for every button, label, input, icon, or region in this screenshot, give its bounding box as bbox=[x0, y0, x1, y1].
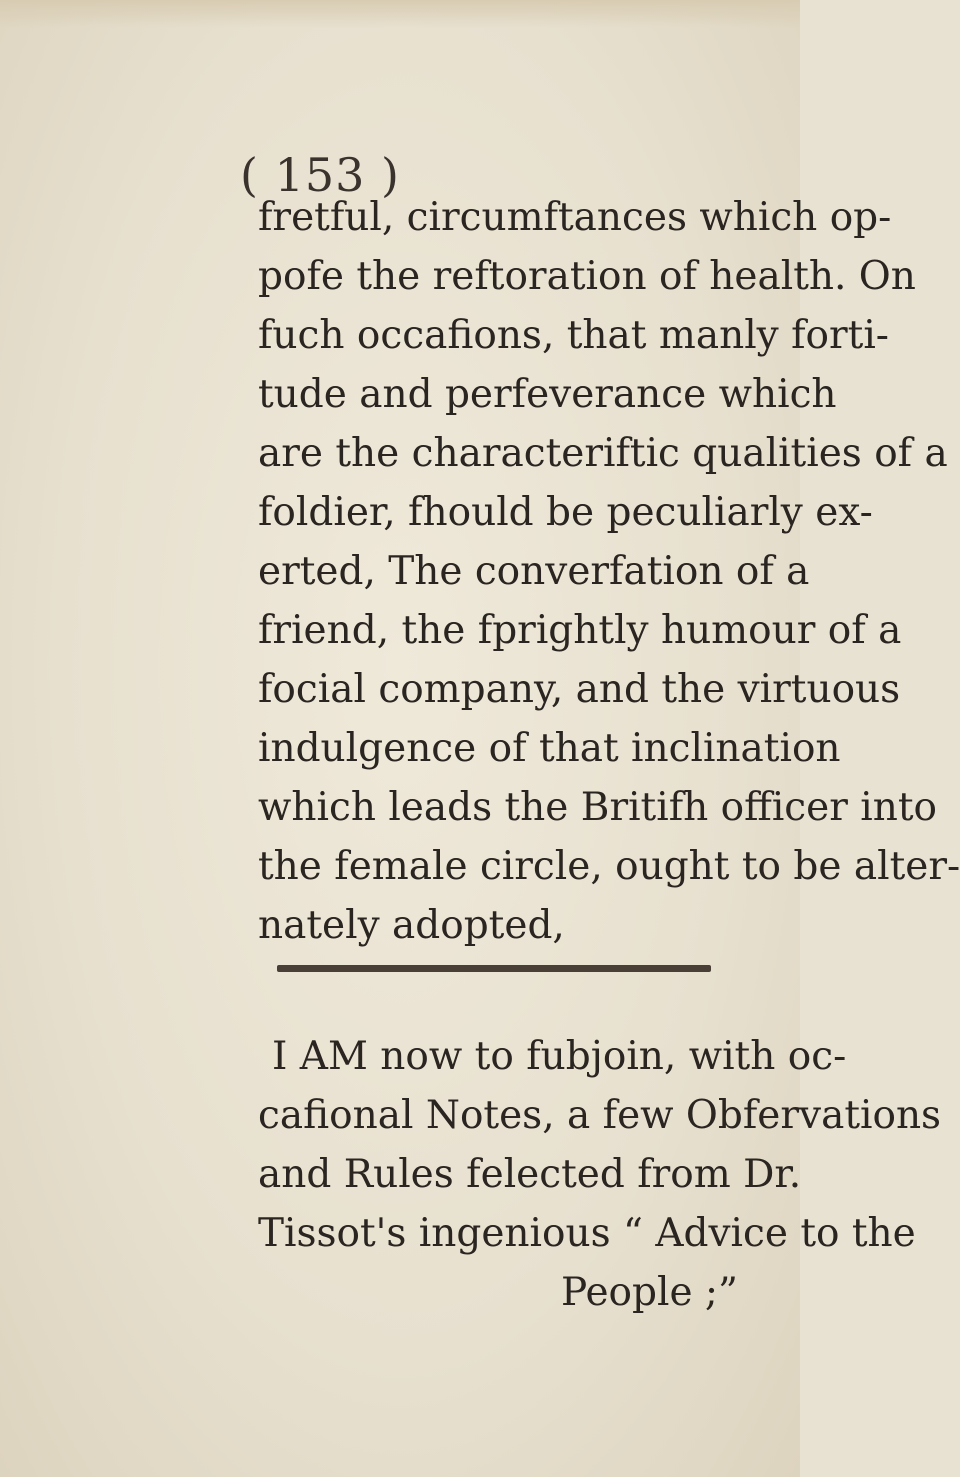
text-line: are the characteriftic qualities of a bbox=[258, 431, 948, 476]
text-line: pofe the reftoration of health. On bbox=[258, 254, 916, 299]
text-line: foldier, fhould be peculiarly ex- bbox=[258, 490, 873, 535]
text-line: People ;” bbox=[560, 1270, 738, 1315]
paragraph-1 bbox=[258, 188, 960, 955]
text-line: Tissot's ingenious “ Advice to the bbox=[258, 1211, 916, 1256]
text-line: erted, The converfation of a bbox=[258, 549, 810, 594]
text-line: I AM now to fubjoin, with oc- bbox=[272, 1034, 847, 1079]
text-line: the female circle, ought to be alter- bbox=[258, 844, 960, 889]
text-line: friend, the fprightly humour of a bbox=[258, 608, 902, 653]
text-line: fuch occafions, that manly forti- bbox=[258, 313, 889, 358]
paragraph-2 bbox=[258, 1027, 942, 1322]
page-top-edge bbox=[0, 0, 800, 28]
text-line: focial company, and the virtuous bbox=[258, 667, 901, 712]
text-line: cafional Notes, a few Obfervations bbox=[258, 1093, 942, 1138]
text-line: tude and perfeverance which bbox=[258, 372, 837, 417]
section-divider-rule bbox=[277, 965, 711, 972]
text-line: and Rules felected from Dr. bbox=[258, 1152, 802, 1197]
text-line: nately adopted, bbox=[258, 903, 565, 948]
text-line: which leads the Britifh officer into bbox=[258, 785, 938, 830]
text-line: indulgence of that inclination bbox=[258, 726, 841, 771]
text-line: fretful, circumftances which op- bbox=[258, 195, 892, 240]
page-number-text: ( 153 ) bbox=[240, 148, 400, 202]
